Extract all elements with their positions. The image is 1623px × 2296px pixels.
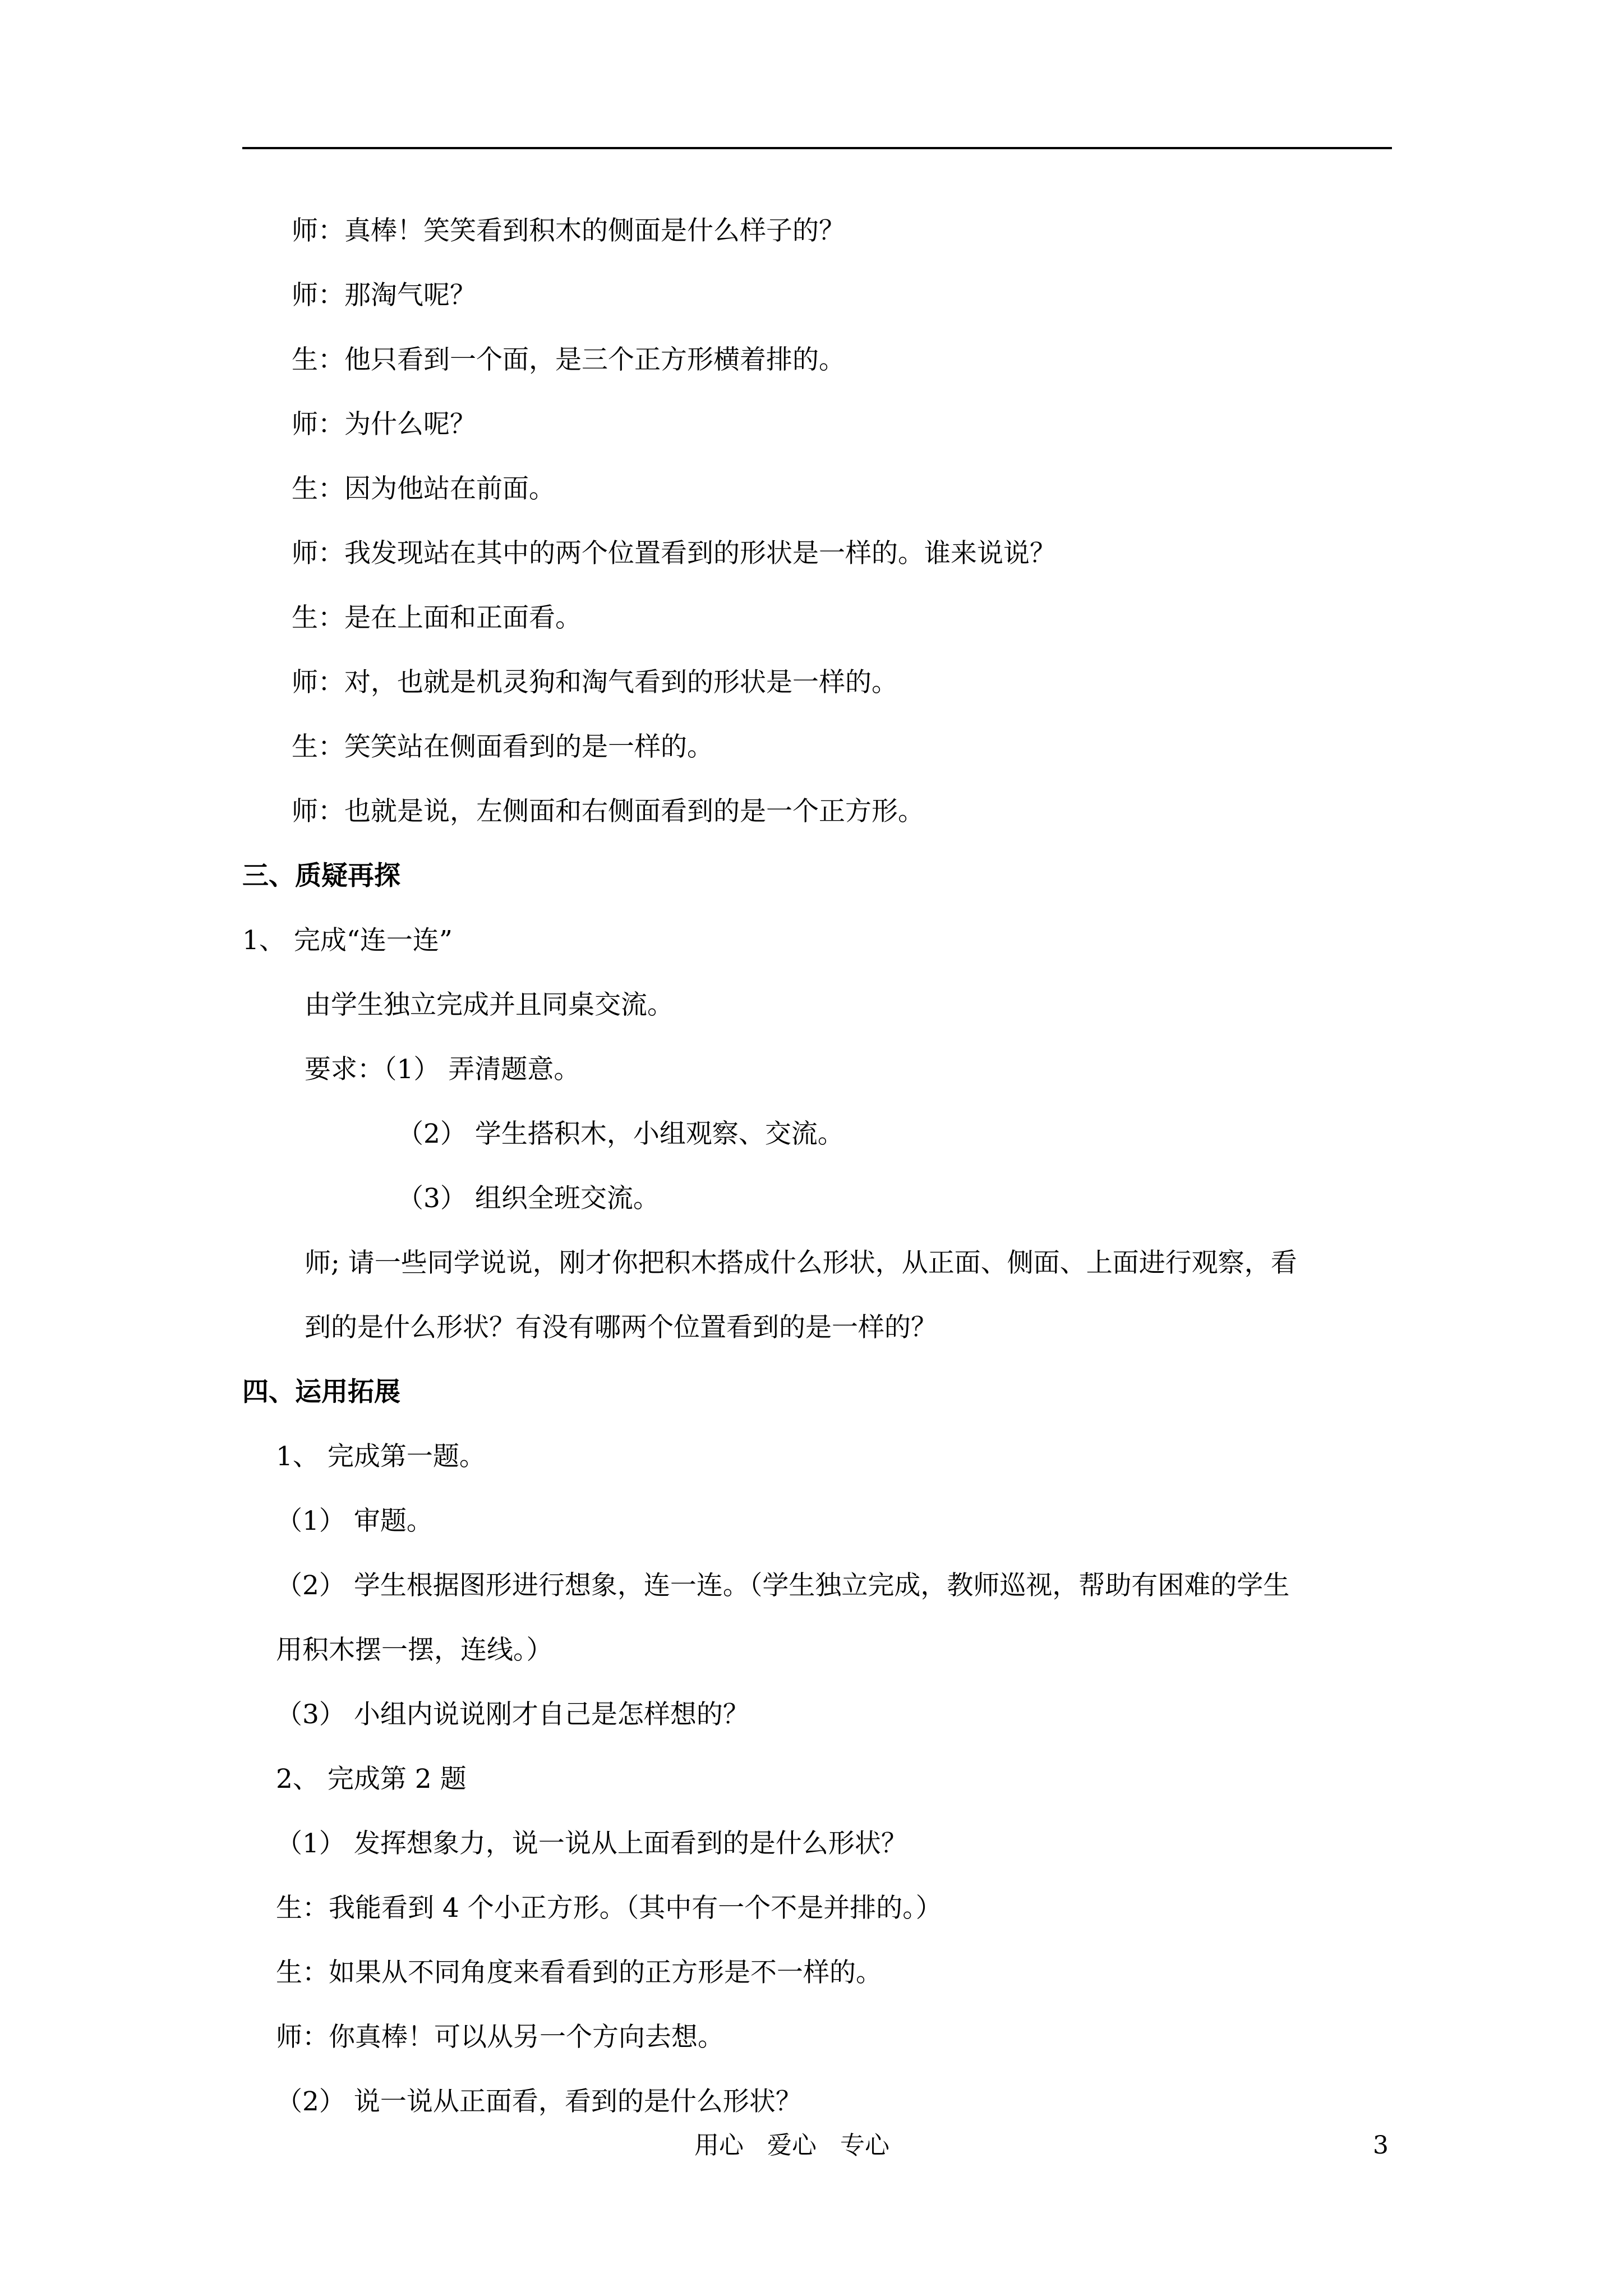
header-rule (242, 147, 1392, 149)
list-item: 2、 完成第 2 题 (276, 1764, 467, 1795)
requirement-line: （2） 学生搭积木，小组观察、交流。 (397, 1119, 844, 1149)
sub-item: （3） 小组内说说刚才自己是怎样想的？ (276, 1699, 749, 1730)
sub-item: （1） 审题。 (276, 1506, 433, 1536)
page-number: 3 (1373, 2131, 1389, 2160)
dialogue-line: 师：我发现站在其中的两个位置看到的形状是一样的。谁来说说？ (292, 538, 1056, 569)
sub-item: （1） 发挥想象力，说一说从上面看到的是什么形状？ (276, 1828, 907, 1859)
sub-item: （2） 说一说从正面看，看到的是什么形状？ (276, 2086, 802, 2117)
section-heading: 三、质疑再探 (242, 861, 400, 891)
paragraph-line: 师; 请一些同学说说，刚才你把积木搭成什么形状，从正面、侧面、上面进行观察，看 (305, 1248, 1297, 1278)
section-heading: 四、运用拓展 (242, 1377, 400, 1407)
list-item: 1、 完成第一题。 (276, 1441, 486, 1472)
paragraph-line: 用积木摆一摆，连线。） (276, 1635, 553, 1665)
requirement-line: （3） 组织全班交流。 (397, 1183, 660, 1214)
dialogue-line: 师：为什么呢？ (292, 409, 476, 440)
dialogue-line: 生：我能看到 4 个小正方形。（其中有一个不是并排的。） (276, 1893, 942, 1924)
requirement-line: 要求：（1） 弄清题意。 (305, 1054, 580, 1085)
list-item: 1、 完成“连一连” (242, 925, 453, 956)
dialogue-line: 生：因为他站在前面。 (292, 473, 555, 504)
dialogue-line: 生：如果从不同角度来看看到的正方形是不一样的。 (276, 1957, 882, 1988)
sub-item: （2） 学生根据图形进行想象，连一连。（学生独立完成，教师巡视，帮助有困难的学生 (276, 1570, 1290, 1601)
footer-motto: 用心 爱心 专心 (694, 2131, 889, 2160)
dialogue-line: 生：他只看到一个面，是三个正方形横着排的。 (292, 344, 845, 375)
dialogue-line: 师：那淘气呢？ (292, 280, 476, 311)
dialogue-line: 师：真棒！笑笑看到积木的侧面是什么样子的？ (292, 215, 845, 246)
paragraph-line: 到的是什么形状？有没有哪两个位置看到的是一样的？ (305, 1312, 937, 1343)
dialogue-line: 生：笑笑站在侧面看到的是一样的。 (292, 731, 713, 762)
paragraph-line: 由学生独立完成并且同桌交流。 (305, 990, 674, 1020)
dialogue-line: 师：对，也就是机灵狗和淘气看到的形状是一样的。 (292, 667, 898, 698)
dialogue-line: 师：也就是说，左侧面和右侧面看到的是一个正方形。 (292, 796, 924, 827)
dialogue-line: 师：你真棒！可以从另一个方向去想。 (276, 2022, 724, 2053)
dialogue-line: 生：是在上面和正面看。 (292, 602, 582, 633)
